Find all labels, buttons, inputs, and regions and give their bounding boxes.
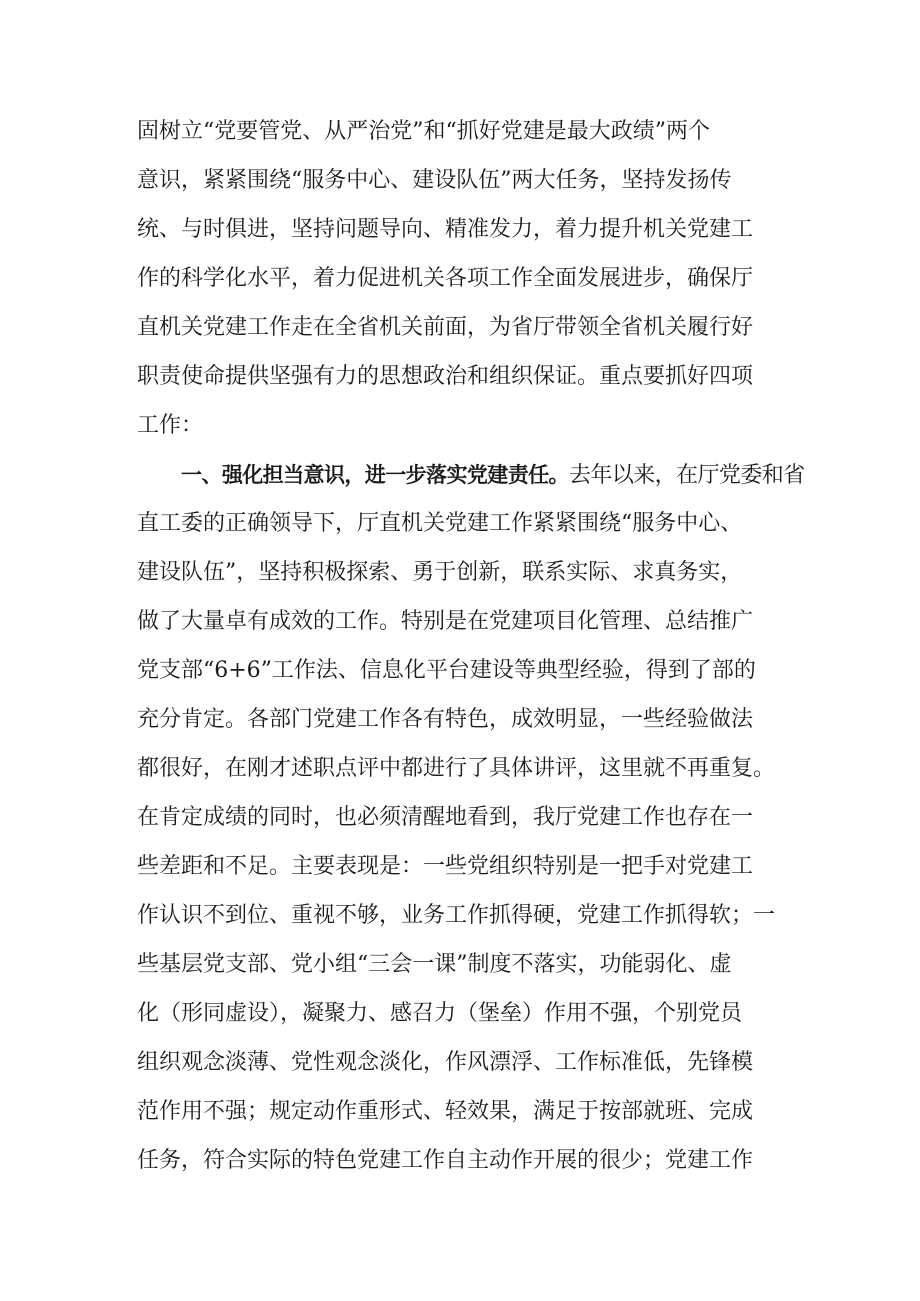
body-text-line: 任务，符合实际的特色党建工作自主动作开展的很少；党建工作 xyxy=(137,1148,754,1173)
body-text-line: 些差距和不足。主要表现是：一些党组织特别是一把手对党建工 xyxy=(137,854,754,879)
body-text-line: 做了大量卓有成效的工作。特别是在党建项目化管理、总结推广 xyxy=(137,609,754,634)
section-first-line xyxy=(181,455,805,495)
body-text-line: 直机关党建工作走在全省机关前面，为省厅带领全省机关履行好 xyxy=(137,315,754,340)
body-text-line: 工作： xyxy=(137,413,204,438)
body-text-line: 充分肯定。各部门党建工作各有特色，成效明显，一些经验做法 xyxy=(137,707,754,732)
body-text-line: 直工委的正确领导下，厅直机关党建工作紧紧围绕“服务中心、 xyxy=(137,511,743,536)
body-text-line: 意识，紧紧围绕“服务中心、建设队伍”两大任务，坚持发扬传 xyxy=(137,168,732,193)
body-text-line: 职责使命提供坚强有力的思想政治和组织保证。重点要抓好四项 xyxy=(137,364,754,389)
body-text-line: 都很好，在刚才述职点评中都进行了具体讲评，这里就不再重复。 xyxy=(137,756,776,781)
body-text-line: 党支部“6+6”工作法、信息化平台建设等典型经验，得到了部的 xyxy=(137,658,756,683)
body-text-line: 些基层党支部、党小组“三会一课”制度不落实，功能弱化、虚 xyxy=(137,952,732,977)
body-text-line: 范作用不强；规定动作重形式、轻效果，满足于按部就班、完成 xyxy=(137,1099,754,1124)
body-text-line: 统、与时俱进，坚持问题导向、精准发力，着力提升机关党建工 xyxy=(137,217,754,242)
body-text-line: 作认识不到位、重视不够，业务工作抓得硬，党建工作抓得软；一 xyxy=(137,903,776,928)
body-text-line: 在肯定成绩的同时，也必须清醒地看到，我厅党建工作也存在一 xyxy=(137,805,754,830)
body-text-span: 去年以来，在厅党委和省 xyxy=(568,463,805,488)
body-text-line: 固树立“党要管党、从严治党”和“抓好党建是最大政绩”两个 xyxy=(137,119,710,144)
body-text-line: 建设队伍”，坚持积极探索、勇于创新，联系实际、求真务实， xyxy=(137,560,743,585)
body-text-line: 作的科学化水平，着力促进机关各项工作全面发展进步，确保厅 xyxy=(137,266,754,291)
body-text-line: 化（形同虚设），凝聚力、感召力（堡垒）作用不强，个别党员 xyxy=(137,1001,743,1026)
body-text-line: 组织观念淡薄、党性观念淡化，作风漂浮、工作标准低，先锋模 xyxy=(137,1050,754,1075)
section-heading: 一、强化担当意识，进一步落实党建责任。 xyxy=(181,463,569,487)
